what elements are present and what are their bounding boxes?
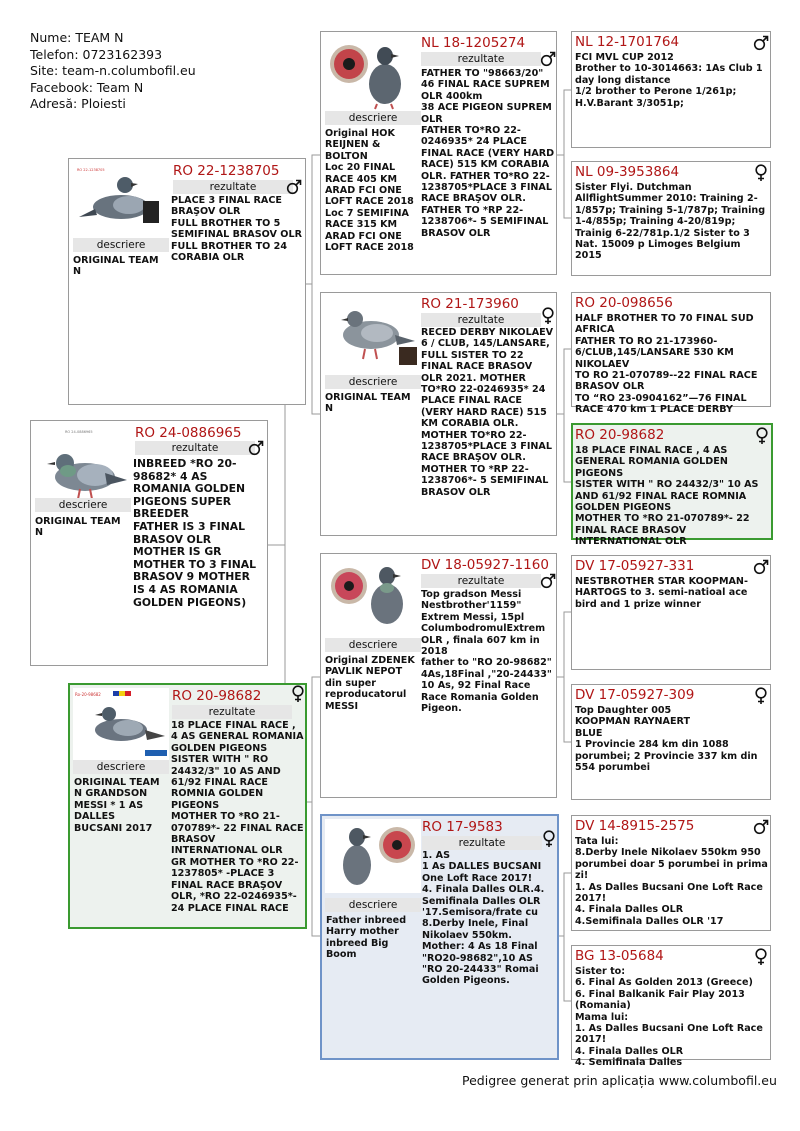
female-icon [753,687,769,703]
fff-card[interactable] [571,31,771,148]
mff-ring-number: DV 17-05927-331 [575,558,695,574]
mm-ring-number: RO 17-9583 [422,819,503,835]
maternal-grandfather-card[interactable] [320,553,557,798]
fmf-card[interactable] [571,292,771,416]
male-icon [540,51,556,67]
mff-card[interactable] [571,555,771,670]
mother-results: 18 PLACE FINAL RACE , 4 AS GENERAL ROMANIA GOLDEN PIGEONS SISTER WITH " RO 24432/3" 10 AS AND 61/92 FINAL RACE ROMNIA GOLDEN PIGEONS MOTHER TO *RO 21-070789*- 22 FINAL RACE BRASOV INTERNATIONAL OLR GR MOTHER TO *RO 22-1237805* -PLACE 3 FINAL RACE BRAŞOV OLR, *RO 22-0246935*- 24 PLACE FINAL RACE [171,720,304,914]
fff-notes: FCI MVL CUP 2012 Brother to 10-3014663: 1As Club 1 day long distance 1/2 brother to Perone 1/261p; H.V.Barant 3/3051p; [575,52,763,109]
pigeon-photo [73,688,169,762]
male-icon [753,819,769,835]
mother-description-label: descriere [73,760,169,774]
ff-results: FATHER TO "98663/20" 46 FINAL RACE SUPREM OLR 400km 38 ACE PIGEON SUPREM OLR FATHER TO*RO 22-0246935* 24 PLACE FINAL RACE (VERY HARD RACE) 515 KM CORABIA OLR. FATHER TO*RO 22-1238705*PLACE 3 FINAL RACE BRAŞOV OLR. FATHER TO *RP 22-1238706*- 5 SEMIFINAL BRASOV OLR [421,68,555,239]
mother-card[interactable] [68,683,307,929]
fmf-ring-number: RO 20-098656 [575,295,673,311]
pigeon-photo [325,819,421,893]
svg-text:Ro-20-98682: Ro-20-98682 [75,692,101,697]
mother-ring-number: RO 20-98682 [172,688,262,704]
mm-results: 1. AS 1 As DALLES BUCSANI One Loft Race 2017! 4. Finala Dalles OLR.4. Semifinala Dalles OLR '17.Semisora/frate cu 8.Derby Inele, Final Nikolaev 550km. Mother: 4 As 18 Final "RO20-98682",10 AS "RO 20-24433" Romai Golden Pigeons. [422,850,545,987]
father-description: ORIGINAL TEAM N [73,255,159,278]
father-ring-number: RO 22-1238705 [173,163,280,179]
fm-results: RECED DERBY NIKOLAEV 6 / CLUB, 145/LANSARE, FULL SISTER TO 22 FINAL RACE BRASOV OLR 2021. MOTHER TO*RO 22-0246935* 24 PLACE FINAL RACE (VERY HARD RACE) 515 KM CORABIA OLR. MOTHER TO*RO 22-1238705*PLACE 3 FINAL RACE BRAŞOV OLR. MOTHER TO *RP 22-1238706*- 5 SEMIFINAL BRASOV OLR [421,327,554,498]
ff-results-label: rezultate [421,52,541,66]
fmf-notes: HALF BROTHER TO 70 FINAL SUD AFRICA FATHER TO RO 21-173960-6/CLUB,145/LANSARE 530 KM NIKOLAEV TO RO 21-070789--22 FINAL RACE BRASOV OLR TO “RO 23-0904162”—76 FINAL RACE 470 km 1 PLACE DERBY [575,313,758,416]
fmm-notes: 18 PLACE FINAL RACE , 4 AS GENERAL ROMANIA GOLDEN PIGEONS SISTER WITH " RO 24432/3" 10 AS AND 61/92 FINAL RACE ROMNIA GOLDEN PIGEONS MOTHER TO *RO 21-070789*- 22 FINAL RACE BRASOV INTERNATIONAL OLR [575,445,759,548]
mmm-notes: Sister to: 6. Final As Golden 2013 (Greece) 6. Final Balkanik Fair Play 2013 (Romania) Mama lui: 1. As Dalles Bucsani One Loft Race 2017! 4. Finala Dalles OLR 4. Semifinala Dalles [575,966,763,1069]
mf-description-label: descriere [325,638,421,652]
ffm-card[interactable] [571,161,771,276]
subject-results: INBREED *RO 20-98682* 4 AS ROMANIA GOLDEN PIGEONS SUPER BREEDER FATHER IS 3 FINAL BRASOV OLR MOTHER IS GR MOTHER TO 3 FINAL BRASOV 9 MOTHER IS 4 AS ROMANIA GOLDEN PIGEONS) [133,457,257,609]
fm-description-label: descriere [325,375,421,389]
ff-ring-number: NL 18-1205274 [421,35,526,51]
ff-description-label: descriere [325,111,421,125]
fm-ring-number: RO 21-173960 [421,296,519,312]
fmm-ring-number: RO 20-98682 [575,427,665,443]
footer-credit: Pedigree generat prin aplicația www.columbofil.eu [462,1073,777,1088]
mf-results-label: rezultate [421,574,541,588]
fm-description: ORIGINAL TEAM N [325,392,411,415]
ff-description: Original HOK REIJNEN & BOLTON Loc 20 FINAL RACE 405 KM ARAD FCI ONE LOFT RACE 2018 Loc 7 SEMIFINA RACE 315 KM ARAD FCI ONE LOFT RACE 2018 [325,128,414,254]
female-icon [290,685,306,701]
mmf-notes: Tata lui: 8.Derby Inele Nikolaev 550km 950 porumbei doar 5 porumbei in prima zi! 1. As Dalles Bucsani One Loft Race 2017! 4. Finala Dalles OLR 4.Semifinala Dalles OLR '17 [575,836,768,927]
female-icon [753,164,769,180]
svg-text:RO 24-0886965: RO 24-0886965 [65,430,93,434]
male-icon [286,179,302,195]
mf-description: Original ZDENEK PAVLIK NEPOT din super reproducatorul MESSI [325,655,415,712]
mother-results-label: rezultate [172,705,292,719]
female-icon [541,830,557,846]
mother-description: ORIGINAL TEAM N GRANDSON MESSI * 1 AS DALLES BUCSANI 2017 [74,777,160,834]
maternal-grandmother-card[interactable] [320,814,559,1060]
svg-text:RO 22-1238705: RO 22-1238705 [77,168,105,172]
pigeon-photo [73,163,169,237]
mm-description: Father inbreed Harry mother inbreed Big Boom [326,915,407,961]
mmm-ring-number: BG 13-05684 [575,948,664,964]
mm-results-label: rezultate [422,836,542,850]
female-icon [540,307,556,323]
mf-ring-number: DV 18-05927-1160 [421,557,549,573]
male-icon [753,35,769,51]
paternal-grandfather-card[interactable] [320,31,557,275]
mmf-ring-number: DV 14-8915-2575 [575,818,695,834]
owner-name: Nume: TEAM N [30,30,124,45]
ffm-ring-number: NL 09-3953864 [575,164,680,180]
male-icon [540,573,556,589]
owner-address: Adresă: Ploiesti [30,96,126,112]
female-icon [753,948,769,964]
father-results: PLACE 3 FINAL RACE BRAŞOV OLR FULL BROTHER TO 5 SEMIFINAL BRASOV OLR FULL BROTHER TO 24 CORABIA OLR [171,195,302,264]
fmm-card[interactable] [571,423,773,548]
mf-results: Top gradson Messi Nestbrother'1159" Extrem Messi, 15pl ColumbodromulExtrem OLR , finala 607 km in 2018 father to "RO 20-98682" 4As,18Final ,"20-24433" 10 As, 92 Final Race Race Romania Golden Pigeon. [421,589,552,715]
mm-description-label: descriere [325,898,421,912]
pigeon-photo [325,297,421,371]
pigeon-photo [325,558,421,632]
owner-site: Site: team-n.columbofil.eu [30,63,196,79]
subject-ring-number: RO 24-0886965 [135,425,242,441]
male-icon [248,440,264,456]
fff-ring-number: NL 12-1701764 [575,34,680,50]
subject-description-label: descriere [35,498,131,512]
father-card[interactable] [68,158,306,405]
owner-facebook: Facebook: Team N [30,79,144,95]
mfm-notes: Top Daughter 005 KOOPMAN RAYNAERT BLUE 1 Provincie 284 km din 1088 porumbei; 2 Provincie 337 km din 554 porumbei [575,705,758,774]
subject-card[interactable] [30,420,268,666]
subject-description: ORIGINAL TEAM N [35,516,121,539]
father-description-label: descriere [73,238,169,252]
paternal-grandmother-card[interactable] [320,292,557,536]
mfm-ring-number: DV 17-05927-309 [575,687,695,703]
owner-phone: Telefon: 0723162393 [30,46,163,62]
male-icon [753,559,769,575]
mfm-card[interactable] [571,684,771,800]
subject-results-label: rezultate [135,441,255,455]
father-results-label: rezultate [173,180,293,194]
mff-notes: NESTBROTHER STAR KOOPMAN-HARTOGS to 3. semi-natioal ace bird and 1 prize winner [575,576,748,610]
ffm-notes: Sister Flyi. Dutchman AllflightSummer 2010: Training 2-1/857p; Training 5-1/787p; Training 1-4/855p; Training 4-20/819p; Trainig 6-22/781p.1/2 Sister to 3 Nat. 15009 p Limoges Belgium 2015 [575,182,766,262]
mmm-card[interactable] [571,945,771,1069]
female-icon [754,427,770,443]
pigeon-photo [325,36,421,110]
fm-results-label: rezultate [421,313,541,327]
mmf-card[interactable] [571,815,771,931]
